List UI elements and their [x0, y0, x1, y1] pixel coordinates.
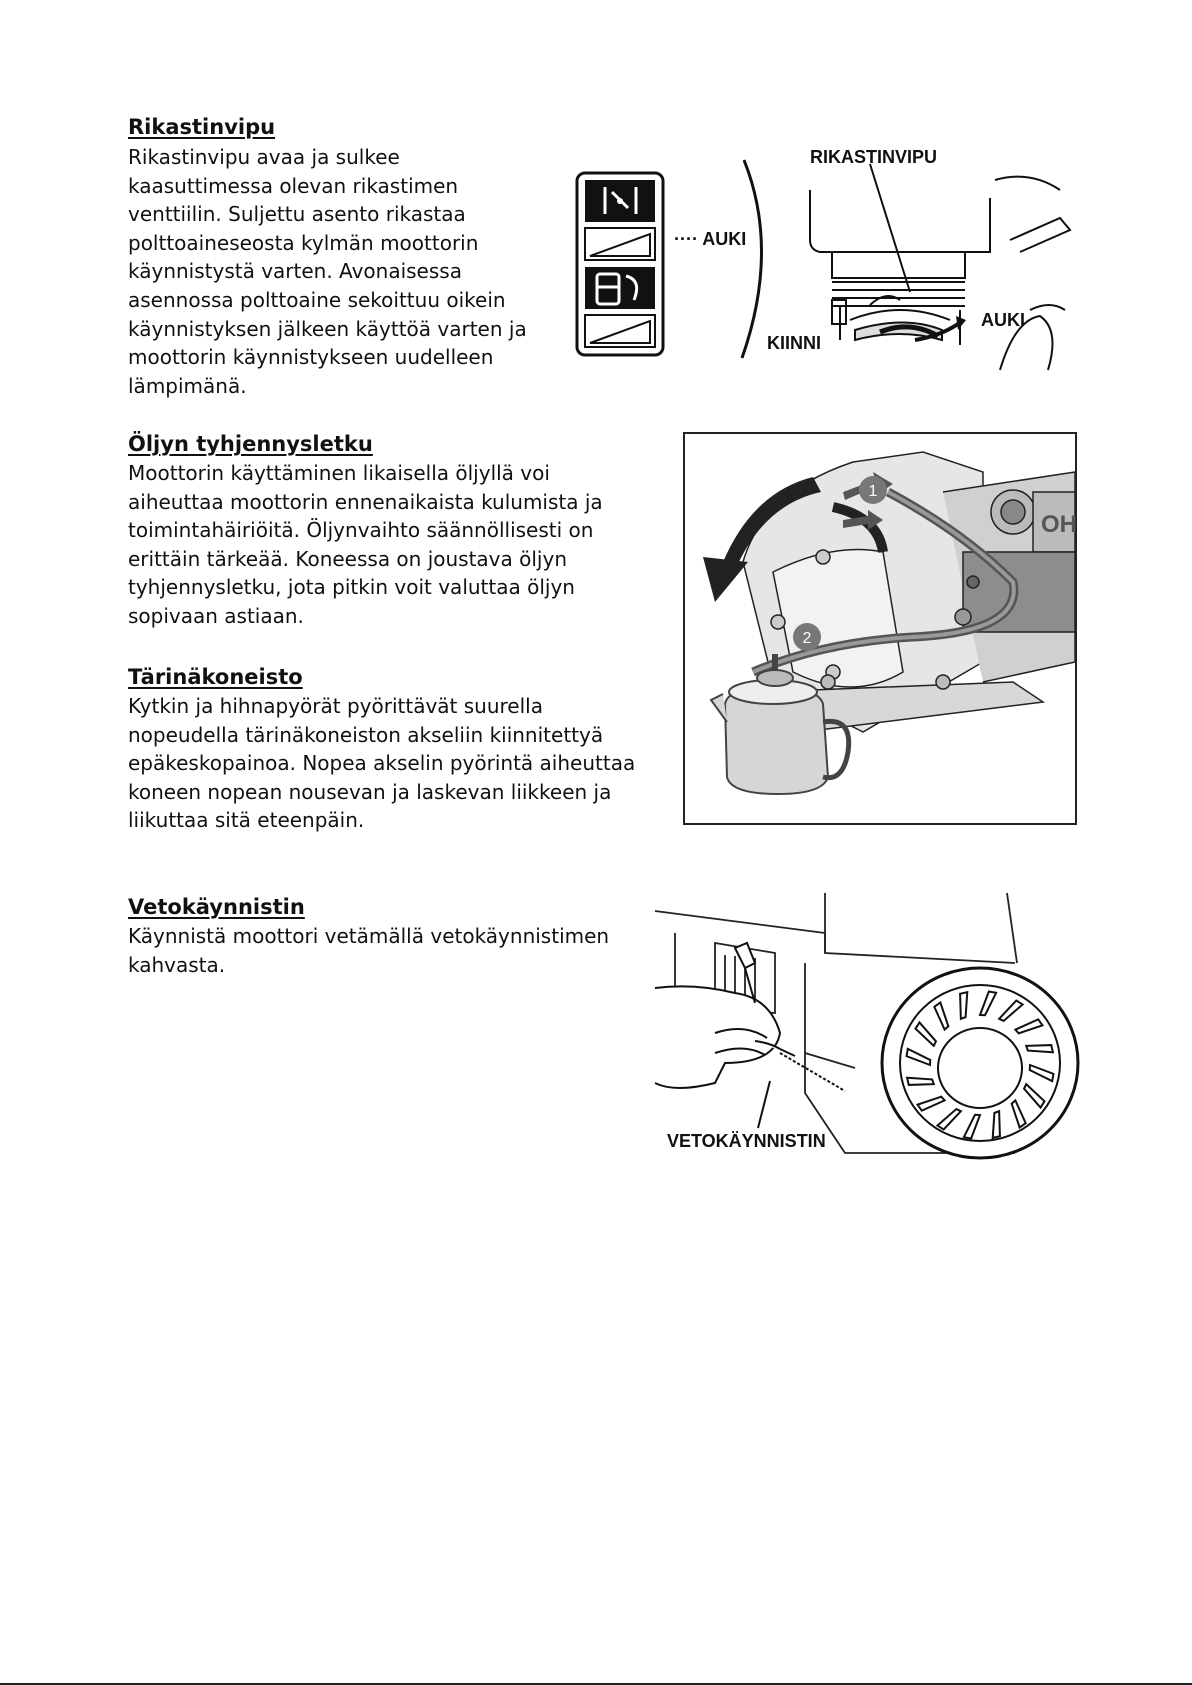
- choke-lever-figure: [570, 140, 1080, 370]
- starter-rope: [780, 1053, 845, 1091]
- choke-symbol-panel: [577, 173, 663, 355]
- text-line: sopivaan astiaan.: [128, 603, 304, 628]
- recoil-housing: [882, 968, 1078, 1158]
- choke-open-label-left: ···· AUKI: [674, 229, 747, 249]
- text-line: epäkeskopainoa. Nopea akselin pyörintä aiheuttaa: [128, 751, 636, 776]
- choke-open-label-right: AUKI: [981, 310, 1025, 330]
- choke-lever-label: RIKASTINVIPU: [810, 147, 938, 167]
- text-line: erittäin tärkeää. Koneessa on joustava öljyn: [128, 546, 567, 571]
- heading-recoil-starter: Vetokäynnistin: [128, 895, 305, 919]
- text-line: Moottorin käyttäminen likaisella öljyllä voi: [128, 461, 550, 485]
- text-line: polttoaineseosta kylmän moottorin: [128, 230, 479, 255]
- text-line: Rikastinvipu avaa ja sulkee: [128, 145, 400, 169]
- pointer-line: [870, 164, 910, 292]
- paragraph-oil-drain: [128, 459, 603, 631]
- text-line: toimintahäiriöitä. Öljynvaihto säännöllisesti on: [128, 518, 594, 543]
- heading-rikastinvipu: Rikastinvipu: [128, 115, 276, 139]
- text-line: käynnistyksen jälkeen käyttöä varten ja: [128, 316, 527, 341]
- text-line: kaasuttimessa olevan rikastimen: [128, 173, 459, 198]
- step-1-number: 1: [868, 483, 878, 500]
- heading-vibration: Tärinäkoneisto: [128, 665, 303, 689]
- recoil-starter-label: VETOKÄYNNISTIN: [667, 1131, 826, 1151]
- text-line: lämpimänä.: [128, 373, 247, 398]
- step-2-number: 2: [802, 630, 812, 647]
- text-line: Käynnistä moottori vetämällä vetokäynnistimen: [128, 924, 610, 948]
- text-line: asennossa polttoaine sekoittuu oikein: [128, 287, 506, 312]
- text-line: Kytkin ja hihnapyörät pyörittävät suurella: [128, 694, 543, 718]
- recoil-starter-figure: [655, 893, 1080, 1168]
- pointer-line: [758, 1081, 770, 1128]
- oil-drain-figure: [683, 432, 1077, 825]
- bracket-line: [742, 160, 762, 358]
- text-line: koneen nopean nousevan ja laskevan liikkeen ja: [128, 779, 612, 804]
- text-line: nopeudella tärinäkoneiston akseliin kiinnitettyä: [128, 722, 604, 747]
- text-line: aiheuttaa moottorin ennenaikaista kulumista ja: [128, 489, 603, 514]
- paragraph-rikastinvipu: [128, 143, 527, 400]
- engine-badge-text: OH: [1041, 511, 1077, 538]
- text-line: liikuttaa sitä eteenpäin.: [128, 808, 365, 833]
- text-line: venttiilin. Suljettu asento rikastaa: [128, 202, 466, 227]
- heading-oil-drain: Öljyn tyhjennysletku: [128, 432, 373, 456]
- paragraph-recoil-starter: [128, 922, 609, 979]
- text-line: tyhjennysletku, jota pitkin voit valuttaa öljyn: [128, 575, 575, 600]
- paragraph-vibration: [128, 692, 635, 835]
- carburetor-drawing: [810, 177, 1070, 370]
- text-line: kahvasta.: [128, 952, 226, 977]
- choke-closed-label: KIINNI: [767, 333, 821, 353]
- text-line: moottorin käynnistykseen uudelleen: [128, 345, 494, 370]
- text-line: käynnistystä varten. Avonaisessa: [128, 259, 462, 284]
